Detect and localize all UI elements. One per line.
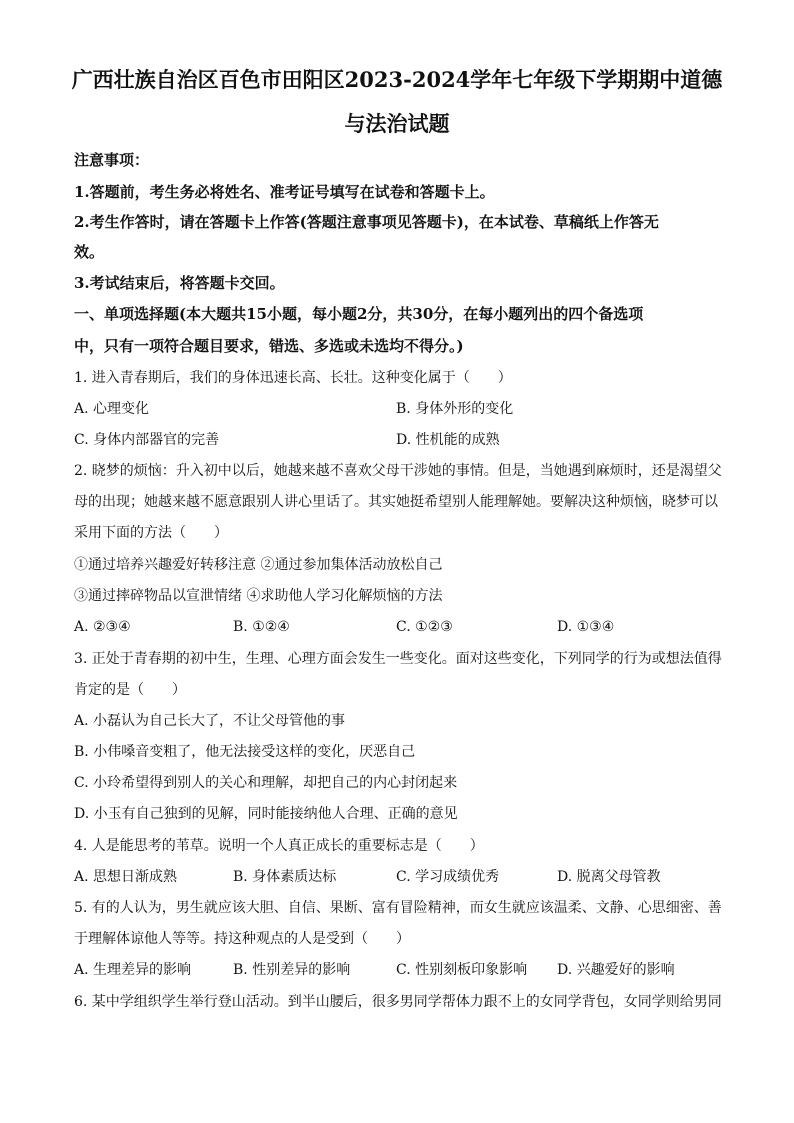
section-heading-line-2: 中，只有一项符合题目要求，错选、多选或未选均不得分。): [74, 337, 464, 355]
q1-option-c: C. 身体内部器官的完善: [74, 432, 220, 448]
notice-item-2: 2.考生作答时，请在答题卡上作答(答题注意事项见答题卡)，在本试卷、草稿纸上作答无: [74, 213, 659, 231]
q5-option-c: C. 性别刻板印象影响: [396, 962, 528, 978]
q1-option-a: A. 心理变化: [74, 401, 150, 417]
question-4-stem: 4. 人是能思考的苇草。说明一个人真正成长的重要标志是（ ）: [74, 838, 484, 854]
q4-option-c: C. 学习成绩优秀: [396, 869, 500, 885]
q3-option-b: B. 小伟嗓音变粗了，他无法接受这样的变化，厌恶自己: [74, 744, 416, 760]
notice-item-3: 3.考试结束后，将答题卡交回。: [74, 274, 285, 292]
notice-item-2-cont: 效。: [74, 243, 105, 261]
question-2-statements-1: ①通过培养兴趣爱好转移注意 ②通过参加集体活动放松自己: [74, 557, 443, 573]
q2-option-c: C. ①②③: [396, 619, 453, 635]
question-1-stem: 1. 进入青春期后，我们的身体迅速长高、长壮。这种变化属于（ ）: [74, 370, 512, 386]
question-3-stem-2: 肯定的是（ ）: [74, 682, 186, 698]
section-heading-line-1: 一、单项选择题(本大题共15小题，每小题2分，共30分，在每小题列出的四个备选项: [74, 305, 644, 323]
q3-option-a: A. 小磊认为自己长大了，不让父母管他的事: [74, 713, 346, 729]
q5-option-a: A. 生理差异的影响: [74, 962, 192, 978]
q5-option-b: B. 性别差异的影响: [233, 962, 351, 978]
question-2-stem-1: 2. 晓梦的烦恼：升入初中以后，她越来越不喜欢父母干涉她的事情。但是，当她遇到麻烦时，还是渴望父: [74, 463, 722, 479]
q1-option-b: B. 身体外形的变化: [396, 401, 514, 417]
q2-option-a: A. ②③④: [74, 619, 131, 635]
q4-option-d: D. 脱离父母管教: [557, 869, 661, 885]
q2-option-d: D. ①③④: [557, 619, 615, 635]
question-2-statements-2: ③通过摔碎物品以宣泄情绪 ④求助他人学习化解烦恼的方法: [74, 588, 443, 604]
question-5-stem-1: 5. 有的人认为，男生就应该大胆、自信、果断、富有冒险精神，而女生就应该温柔、文静、心思细密、善: [74, 900, 722, 916]
exam-title-line-2: 与法治试题: [344, 111, 450, 136]
notice-item-1: 1.答题前，考生务必将姓名、准考证号填写在试卷和答题卡上。: [74, 183, 495, 201]
question-2-stem-3: 采用下面的方法（ ）: [74, 525, 228, 541]
q4-option-a: A. 思想日渐成熟: [74, 869, 178, 885]
exam-title-line-1: 广西壮族自治区百色市田阳区2023-2024学年七年级下学期期中道德: [71, 67, 723, 92]
question-6-stem-1: 6. 某中学组织学生举行登山活动。到半山腰后，很多男同学帮体力跟不上的女同学背包，女同学则给男同: [74, 994, 722, 1010]
notice-heading: 注意事项：: [74, 151, 150, 169]
question-3-stem-1: 3. 正处于青春期的初中生，生理、心理方面会发生一些变化。面对这些变化，下列同学的行为或想法值得: [74, 651, 722, 667]
question-2-stem-2: 母的出现；她越来越不愿意跟别人讲心里话了。其实她挺希望别人能理解她。要解决这种烦恼，晓梦可以: [74, 494, 718, 510]
q4-option-b: B. 身体素质达标: [233, 869, 337, 885]
q5-option-d: D. 兴趣爱好的影响: [557, 962, 675, 978]
q3-option-c: C. 小玲希望得到别人的关心和理解，却把自己的内心封闭起来: [74, 775, 458, 791]
q2-option-b: B. ①②④: [233, 619, 290, 635]
q1-option-d: D. 性机能的成熟: [396, 432, 500, 448]
q3-option-d: D. 小玉有自己独到的见解，同时能接纳他人合理、正确的意见: [74, 806, 458, 822]
question-5-stem-2: 于理解体谅他人等等。持这种观点的人是受到（ ）: [74, 931, 410, 947]
